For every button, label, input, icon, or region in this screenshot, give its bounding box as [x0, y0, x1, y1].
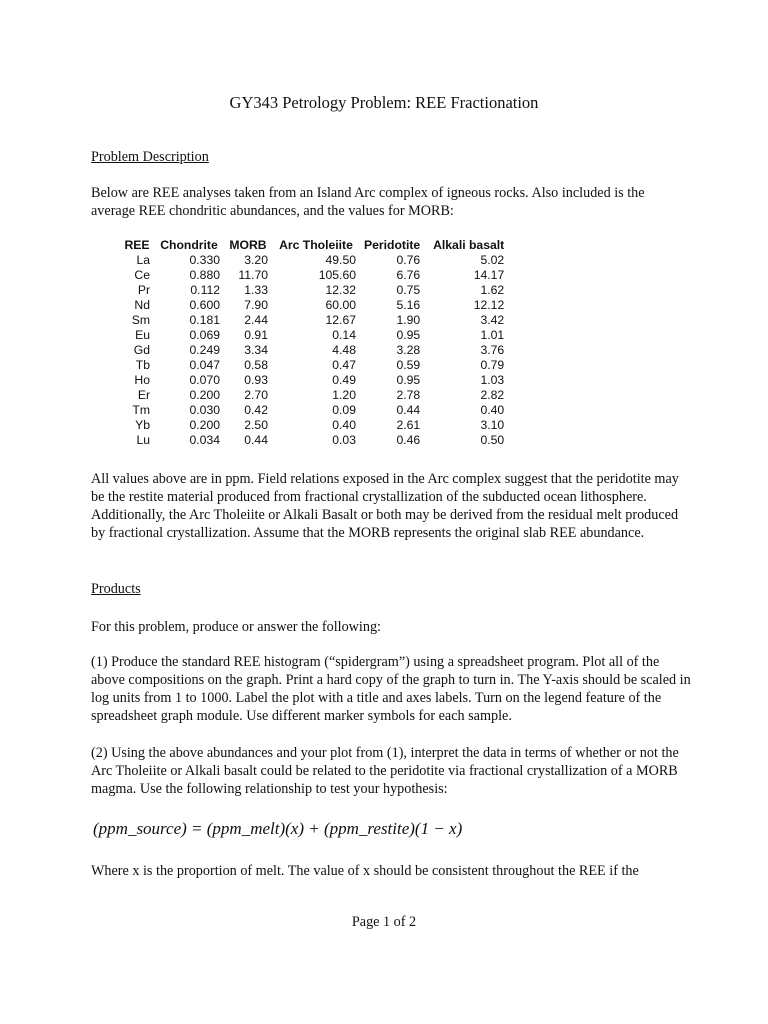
value-cell: 12.67	[325, 313, 356, 327]
value-cell: 0.14	[332, 328, 356, 342]
value-cell: 0.03	[332, 433, 356, 447]
column-header: MORB	[229, 238, 267, 252]
value-cell: 0.880	[189, 268, 220, 282]
melt-proportion-paragraph: Where x is the proportion of melt. The value of x should be consistent throughout the REE if the	[91, 863, 639, 879]
column-header: REE	[124, 238, 150, 252]
value-cell: 0.59	[396, 358, 421, 372]
value-cell: 0.600	[189, 298, 220, 312]
value-cell: 0.40	[480, 403, 505, 417]
table-row	[120, 343, 508, 358]
value-cell: 0.40	[332, 418, 356, 432]
value-cell: 0.91	[244, 328, 268, 342]
value-cell: 0.46	[396, 433, 421, 447]
value-cell: 0.112	[190, 283, 220, 297]
page-number-footer: Page 1 of 2	[351, 914, 417, 930]
value-cell: 1.62	[480, 283, 505, 297]
value-cell: 3.20	[244, 253, 268, 267]
item-1-paragraph: (1) Produce the standard REE histogram (“spidergram”) using a spreadsheet program. Plot all of the above compositions on the graph. Print a hard copy of the graph to turn in. The Y-axis should be scaled in log units from 1 to 1000. Label the plot with a title and axes labels. Turn on the legend feature of the spreadsheet graph module. Use different marker symbols for each sample.	[91, 654, 691, 724]
value-cell: 0.09	[332, 403, 356, 417]
value-cell: 6.76	[396, 268, 421, 282]
ree-element-cell: Ho	[134, 373, 150, 387]
value-cell: 0.95	[396, 328, 421, 342]
value-cell: 5.16	[396, 298, 421, 312]
products-intro-paragraph: For this problem, produce or answer the following:	[91, 619, 381, 635]
value-cell: 3.28	[396, 343, 421, 357]
table-row	[120, 388, 508, 403]
value-cell: 0.42	[244, 403, 268, 417]
ree-element-cell: La	[136, 253, 150, 267]
value-cell: 1.33	[244, 283, 268, 297]
value-cell: 0.070	[189, 373, 220, 387]
value-cell: 1.01	[480, 328, 505, 342]
value-cell: 1.03	[480, 373, 505, 387]
value-cell: 0.44	[396, 403, 421, 417]
page-title: GY343 Petrology Problem: REE Fractionation	[229, 93, 539, 112]
value-cell: 0.200	[189, 388, 220, 402]
ree-element-cell: Tb	[135, 358, 150, 372]
table-row	[120, 313, 508, 328]
value-cell: 2.50	[244, 418, 268, 432]
value-cell: 14.17	[473, 268, 505, 282]
value-cell: 0.95	[396, 373, 421, 387]
table-row	[120, 253, 508, 268]
table-row	[120, 298, 508, 313]
table-row	[120, 433, 508, 448]
value-cell: 3.10	[480, 418, 505, 432]
value-cell: 3.42	[480, 313, 505, 327]
value-cell: 3.34	[244, 343, 268, 357]
value-cell: 0.330	[189, 253, 220, 267]
item-2-paragraph: (2) Using the above abundances and your plot from (1), interpret the data in terms of whether or not the Arc Tholeiite or Alkali basalt could be related to the peridotite via fractional crystallization of a MORB magma. Use the following relationship to test your hypothesis:	[91, 745, 679, 797]
value-cell: 2.78	[396, 388, 421, 402]
table-row	[120, 358, 508, 373]
value-cell: 2.61	[396, 418, 421, 432]
value-cell: 0.181	[189, 313, 220, 327]
ree-element-cell: Ce	[134, 268, 150, 282]
value-cell: 0.47	[332, 358, 356, 372]
mass-balance-equation: (ppm_source) = (ppm_melt)(x) + (ppm_restite)(1 − x)	[93, 819, 463, 838]
value-cell: 60.00	[325, 298, 356, 312]
ree-table-body	[120, 253, 508, 448]
value-cell: 3.76	[480, 343, 505, 357]
column-header: Alkali basalt	[433, 238, 505, 252]
value-cell: 105.60	[318, 268, 356, 282]
ree-element-cell: Eu	[135, 328, 150, 342]
value-cell: 0.200	[189, 418, 220, 432]
value-cell: 11.70	[238, 268, 268, 282]
value-cell: 12.32	[325, 283, 356, 297]
products-heading: Products	[91, 581, 141, 597]
value-cell: 0.93	[244, 373, 268, 387]
ree-element-cell: Gd	[133, 343, 150, 357]
value-cell: 0.047	[189, 358, 220, 372]
ree-element-cell: Nd	[134, 298, 150, 312]
value-cell: 0.75	[396, 283, 421, 297]
value-cell: 2.82	[480, 388, 505, 402]
table-row	[120, 373, 508, 388]
value-cell: 0.50	[480, 433, 505, 447]
ree-element-cell: Lu	[136, 433, 150, 447]
value-cell: 0.58	[244, 358, 268, 372]
table-row	[120, 328, 508, 343]
value-cell: 1.20	[332, 388, 356, 402]
ree-element-cell: Yb	[135, 418, 150, 432]
problem-description-heading: Problem Description	[91, 149, 209, 165]
table-header-row	[120, 238, 508, 253]
table-row	[120, 418, 508, 433]
ree-element-cell: Er	[137, 388, 150, 402]
value-cell: 2.70	[244, 388, 268, 402]
ree-element-cell: Pr	[137, 283, 150, 297]
table-row	[120, 268, 508, 283]
table-row	[120, 403, 508, 418]
value-cell: 0.49	[332, 373, 356, 387]
value-cell: 0.79	[480, 358, 505, 372]
value-cell: 0.034	[189, 433, 220, 447]
values-paragraph: All values above are in ppm. Field relations exposed in the Arc complex suggest that the peridotite may be the restite material produced from fractional crystallization of the subducted ocean lithosphere. Additionally, the Arc Tholeiite or Alkali Basalt or both may be derived from the residual melt produced by fractional crystallization. Assume that the MORB represents the original slab REE abundance.	[91, 471, 679, 541]
value-cell: 5.02	[480, 253, 505, 267]
value-cell: 4.48	[332, 343, 356, 357]
value-cell: 0.44	[244, 433, 268, 447]
column-header: Peridotite	[364, 238, 421, 252]
table-row	[120, 283, 508, 298]
ree-element-cell: Tm	[132, 403, 150, 417]
value-cell: 49.50	[325, 253, 356, 267]
value-cell: 7.90	[244, 298, 268, 312]
value-cell: 0.249	[189, 343, 220, 357]
intro-paragraph: Below are REE analyses taken from an Island Arc complex of igneous rocks. Also included is the average REE chondritic abundances, and the values for MORB:	[91, 185, 645, 219]
value-cell: 1.90	[396, 313, 421, 327]
value-cell: 0.030	[189, 403, 220, 417]
column-header: Chondrite	[160, 238, 218, 252]
ree-table	[120, 238, 508, 448]
column-header: Arc Tholeiite	[279, 238, 353, 252]
ree-element-cell: Sm	[131, 313, 150, 327]
value-cell: 2.44	[244, 313, 268, 327]
value-cell: 0.069	[189, 328, 220, 342]
value-cell: 12.12	[473, 298, 505, 312]
value-cell: 0.76	[396, 253, 421, 267]
